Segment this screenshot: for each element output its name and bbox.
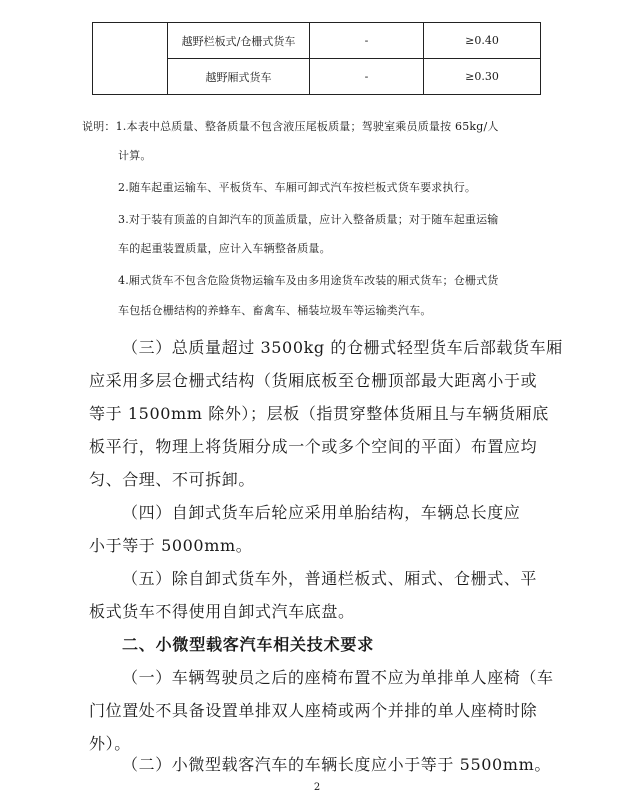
note-1-line-1: 说明：1.本表中总质量、整备质量不包含液压尾板质量；驾驶室乘员质量按 65kg/人 bbox=[82, 120, 499, 133]
note-3-line-1: 3.对于装有顶盖的自卸汽车的顶盖质量，应计入整备质量；对于随车起重运输 bbox=[118, 213, 499, 226]
paragraph-5-line-2: 板式货车不得使用自卸式汽车底盘。 bbox=[89, 602, 355, 621]
table-cell-vehicle: 越野厢式货车 bbox=[168, 59, 310, 95]
paragraph-3-line-2: 应采用多层仓栅式结构（货厢底板至仓栅顶部最大距离小于或 bbox=[89, 371, 538, 390]
item-1-line-3: 外）。 bbox=[89, 734, 131, 753]
table-cell-value1: - bbox=[310, 59, 424, 95]
table-cell-category bbox=[93, 23, 168, 95]
item-1-line-2: 门位置处不具备设置单排双人座椅或两个并排的单人座椅时除 bbox=[89, 701, 538, 720]
paragraph-3-line-1: （三）总质量超过 3500kg 的仓栅式轻型货车后部载货车厢 bbox=[122, 338, 563, 357]
paragraph-3-line-4: 板平行，物理上将货厢分成一个或多个空间的平面）布置应均 bbox=[89, 437, 538, 456]
paragraph-3-line-5: 匀、合理、不可拆卸。 bbox=[89, 470, 256, 489]
table-cell-value2: ≥0.30 bbox=[424, 59, 541, 95]
paragraph-4-line-2: 小于等于 5000mm。 bbox=[89, 536, 253, 555]
table-cell-value1: - bbox=[310, 23, 424, 59]
item-2-line-1: （二）小微型载客汽车的车辆长度应小于等于 5500mm。 bbox=[122, 755, 551, 774]
note-4-line-2: 车包括仓栅结构的养蜂车、畜禽车、桶装垃圾车等运输类汽车。 bbox=[118, 304, 432, 317]
note-3-line-2: 车的起重装置质量，应计入车辆整备质量。 bbox=[118, 242, 331, 255]
note-4-line-1: 4.厢式货车不包含危险货物运输车及由多用途货车改装的厢式货车；仓栅式货 bbox=[118, 274, 499, 287]
requirements-table bbox=[92, 22, 541, 95]
table-cell-value2: ≥0.40 bbox=[424, 23, 541, 59]
page-number: 2 bbox=[313, 782, 321, 793]
paragraph-4-line-1: （四）自卸式货车后轮应采用单胎结构，车辆总长度应 bbox=[122, 503, 521, 522]
note-1-line-2: 计算。 bbox=[118, 149, 152, 162]
table-cell-vehicle: 越野栏板式/仓栅式货车 bbox=[168, 23, 310, 59]
item-1-line-1: （一）车辆驾驶员之后的座椅布置不应为单排单人座椅（车 bbox=[122, 668, 554, 687]
paragraph-5-line-1: （五）除自卸式货车外，普通栏板式、厢式、仓栅式、平 bbox=[122, 569, 538, 588]
paragraph-3-line-3: 等于 1500mm 除外）；层板（指贯穿整体货厢且与车辆货厢底 bbox=[89, 404, 549, 423]
section-heading: 二、小微型载客汽车相关技术要求 bbox=[122, 635, 375, 654]
note-2: 2.随车起重运输车、平板货车、车厢可卸式汽车按栏板式货车要求执行。 bbox=[118, 181, 477, 194]
table-row bbox=[93, 23, 541, 59]
